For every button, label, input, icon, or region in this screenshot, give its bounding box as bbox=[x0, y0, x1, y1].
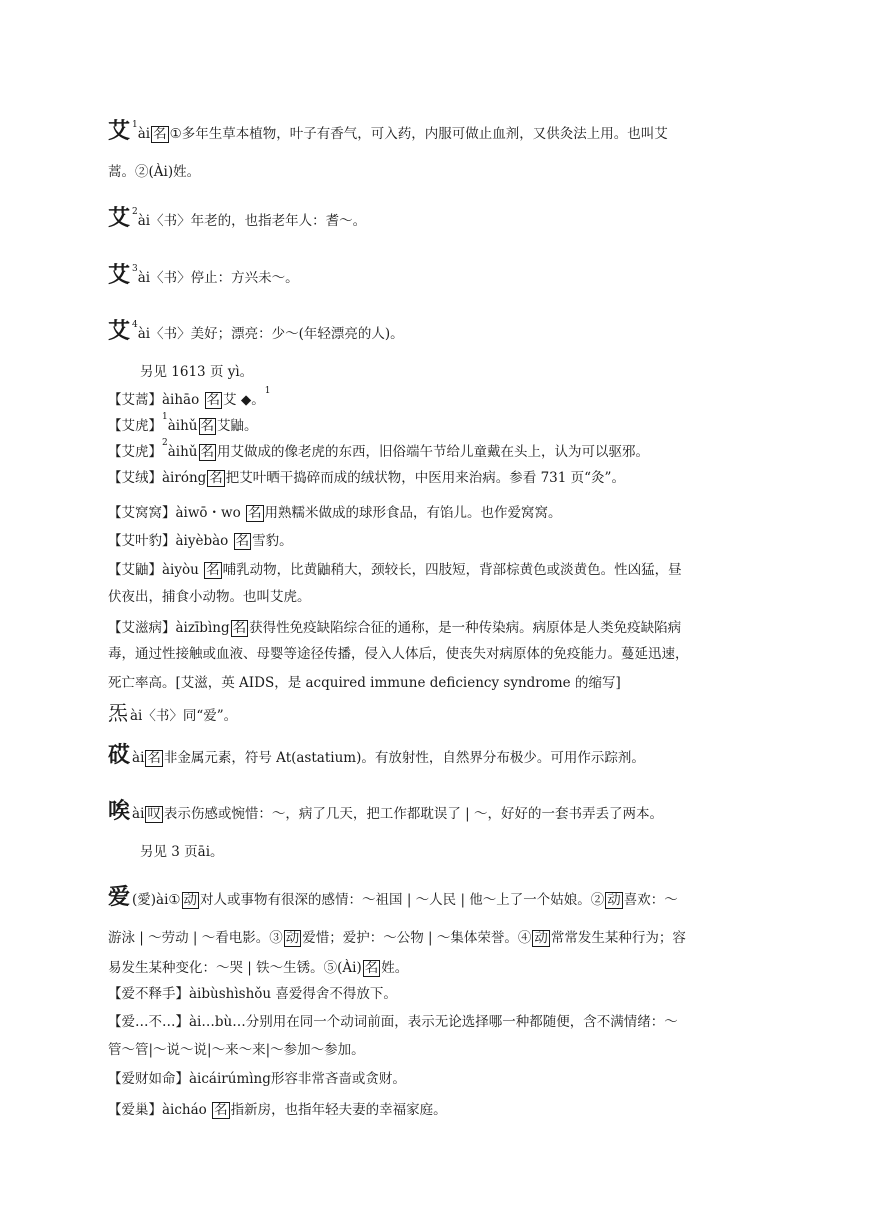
definition: 【爱财如命】àicáirúmìng形容非常吝啬或贪财。 bbox=[108, 1071, 406, 1087]
sub-entry bbox=[108, 620, 788, 637]
definition: 另见 1613 页 yì。 bbox=[140, 364, 254, 380]
pinyin: ài bbox=[137, 126, 151, 142]
pos-box: 名 bbox=[248, 505, 262, 521]
pos-box: 动 bbox=[534, 930, 548, 946]
entry-ai4 bbox=[108, 320, 788, 342]
headword: 艾 bbox=[108, 318, 131, 344]
entry-line bbox=[108, 591, 788, 605]
term: 【艾虎】 bbox=[108, 418, 162, 434]
headword: 爱 bbox=[108, 884, 131, 910]
pos-box: 名 bbox=[214, 1102, 228, 1118]
sub-entry bbox=[108, 562, 788, 579]
entry-line bbox=[108, 930, 788, 947]
entry-ai1 bbox=[108, 120, 788, 143]
entry-ai-variant bbox=[108, 703, 788, 724]
definition: 常常发生某种行为；容 bbox=[550, 930, 686, 946]
superscript: 1 bbox=[132, 119, 138, 130]
pinyin: (愛)ài① bbox=[132, 892, 181, 908]
definition: 姓。 bbox=[381, 960, 409, 976]
entry-ai-love bbox=[108, 886, 788, 909]
superscript: 4 bbox=[132, 319, 138, 330]
term: 【艾蒿】àihāo bbox=[108, 392, 204, 408]
definition: 艾 ◆。 bbox=[223, 392, 265, 408]
definition: ài〈书〉停止：方兴未～。 bbox=[137, 270, 299, 286]
definition: 毒，通过性接触或血液、母婴等途径传播，侵入人体后，使丧失对病原体的免疫能力。蔓延迅速， bbox=[108, 646, 689, 662]
definition: 喜欢：～ bbox=[623, 892, 678, 908]
superscript: 3 bbox=[132, 263, 138, 274]
sub-entry bbox=[108, 385, 788, 409]
definition: 对人或事物有很深的感情：～祖国 | ～人民 | 他～上了一个姑娘。② bbox=[200, 892, 605, 908]
entry-ai3 bbox=[108, 264, 788, 286]
sub-entry bbox=[108, 505, 788, 522]
definition: 死亡率高。[艾滋，英 AIDS，是 acquired immune deficiency syndrome 的缩写] bbox=[108, 675, 621, 691]
definition: 蒿。②(Ài)姓。 bbox=[108, 164, 201, 180]
sub-entry bbox=[108, 437, 788, 461]
sub-entry bbox=[108, 411, 788, 435]
definition: ài〈书〉年老的，也指老年人：耆～。 bbox=[137, 213, 367, 229]
cross-ref bbox=[140, 846, 820, 860]
cross-ref bbox=[140, 366, 820, 380]
definition: 易发生某种变化：～哭 | 铁～生锈。⑤(Ài) bbox=[108, 960, 362, 976]
pos-box: 动 bbox=[607, 892, 621, 908]
entry-ai-sigh bbox=[108, 800, 788, 823]
definition: 表示伤感或惋惜：～，病了几天，把工作都耽误了 | ～，好好的一套书弄丢了两本。 bbox=[163, 806, 664, 822]
definition: 【爱不释手】àibùshìshǒu 喜爱得舍不得放下。 bbox=[108, 986, 397, 1002]
entry-line bbox=[108, 960, 788, 977]
pos-box: 叹 bbox=[147, 806, 161, 822]
sub-entry bbox=[108, 1102, 788, 1119]
definition: 雪豹。 bbox=[252, 533, 293, 549]
entry-line bbox=[108, 166, 788, 180]
entry-line bbox=[108, 1044, 788, 1058]
definition: 【爱…不…】ài…bù…分别用在同一个动词前面，表示无论选择哪一种都随便，含不满情绪：～ bbox=[108, 1014, 678, 1030]
definition: 把艾叶晒干捣碎而成的绒状物，中医用来治病。参看 731 页“灸”。 bbox=[225, 470, 625, 486]
definition: 用艾做成的像老虎的东西，旧俗端午节给儿童戴在头上，认为可以驱邪。 bbox=[217, 444, 649, 460]
term: 【艾叶豹】àiyèbào bbox=[108, 533, 233, 549]
term: 【艾鼬】àiyòu bbox=[108, 562, 204, 578]
definition: 哺乳动物，比黄鼬稍大，颈较长，四肢短，背部棕黄色或淡黄色。性凶猛，昼 bbox=[222, 562, 682, 578]
sub-entry bbox=[108, 1016, 788, 1030]
headword: 艾 bbox=[108, 262, 131, 288]
definition: ài〈书〉同“爱”。 bbox=[130, 708, 238, 724]
term: 【艾滋病】àizībìng bbox=[108, 620, 230, 636]
sub-entry bbox=[108, 470, 788, 487]
superscript: 1 bbox=[162, 411, 168, 422]
headword: 炁 bbox=[108, 701, 128, 725]
definition: 非金属元素，符号 At(astatium)。有放射性，自然界分布极少。可用作示踪剂。 bbox=[163, 750, 645, 766]
sub-entry bbox=[108, 1073, 788, 1087]
pos-box: 名 bbox=[153, 126, 167, 142]
definition: 爱惜；爱护：～公物 | ～集体荣誉。④ bbox=[302, 930, 532, 946]
headword: 艾 bbox=[108, 118, 131, 144]
definition: 伏夜出，捕食小动物。也叫艾虎。 bbox=[108, 589, 311, 605]
pos-box: 名 bbox=[209, 470, 223, 486]
pos-box: 名 bbox=[147, 750, 161, 766]
pos-box: 名 bbox=[364, 960, 379, 976]
headword: 砹 bbox=[108, 742, 131, 768]
entry-ai-astatine bbox=[108, 744, 788, 767]
term: 【爱巢】àicháo bbox=[108, 1102, 212, 1118]
definition: 管～管|～说～说|～来～来|～参加～参加。 bbox=[108, 1042, 365, 1058]
pos-box: 名 bbox=[232, 620, 247, 636]
headword: 唉 bbox=[108, 798, 131, 824]
pinyin: àihǔ bbox=[167, 418, 198, 434]
definition: 获得性免疫缺陷综合征的通称，是一种传染病。病原体是人类免疫缺陷病 bbox=[249, 620, 682, 636]
pos-box: 名 bbox=[206, 562, 220, 578]
sub-entry bbox=[108, 533, 788, 550]
term: 【艾窝窝】àiwō・wo bbox=[108, 505, 246, 521]
definition: 用熟糯米做成的球形食品，有馅儿。也作爱窝窝。 bbox=[264, 505, 562, 521]
superscript: 2 bbox=[162, 437, 168, 448]
entry-line bbox=[108, 648, 788, 662]
definition: 指新房，也指年轻夫妻的幸福家庭。 bbox=[230, 1102, 447, 1118]
term: 【艾绒】àiróng bbox=[108, 470, 207, 486]
term: 【艾虎】 bbox=[108, 444, 162, 460]
pos-box: 名 bbox=[200, 418, 214, 434]
definition: 另见 3 页āi。 bbox=[140, 844, 224, 860]
definition: ài〈书〉美好；漂亮：少～(年轻漂亮的人)。 bbox=[137, 326, 404, 342]
pinyin: ài bbox=[132, 750, 145, 766]
pos-box: 名 bbox=[206, 392, 221, 408]
superscript: 2 bbox=[132, 206, 138, 217]
pinyin: àihǔ bbox=[167, 444, 198, 460]
sub-entry bbox=[108, 988, 788, 1002]
superscript: 1 bbox=[264, 385, 271, 396]
headword: 艾 bbox=[108, 205, 131, 231]
entry-ai2 bbox=[108, 207, 788, 229]
pos-box: 动 bbox=[285, 930, 300, 946]
pos-box: 名 bbox=[200, 444, 214, 460]
pos-box: 名 bbox=[235, 533, 250, 549]
entry-line bbox=[108, 677, 788, 691]
definition: 艾鼬。 bbox=[217, 418, 258, 434]
definition: 游泳 | ～劳动 | ～看电影。③ bbox=[108, 930, 283, 946]
pos-box: 动 bbox=[183, 892, 198, 908]
pinyin: ài bbox=[132, 806, 145, 822]
definition: ①多年生草本植物，叶子有香气，可入药，内服可做止血剂，又供灸法上用。也叫艾 bbox=[169, 126, 668, 142]
